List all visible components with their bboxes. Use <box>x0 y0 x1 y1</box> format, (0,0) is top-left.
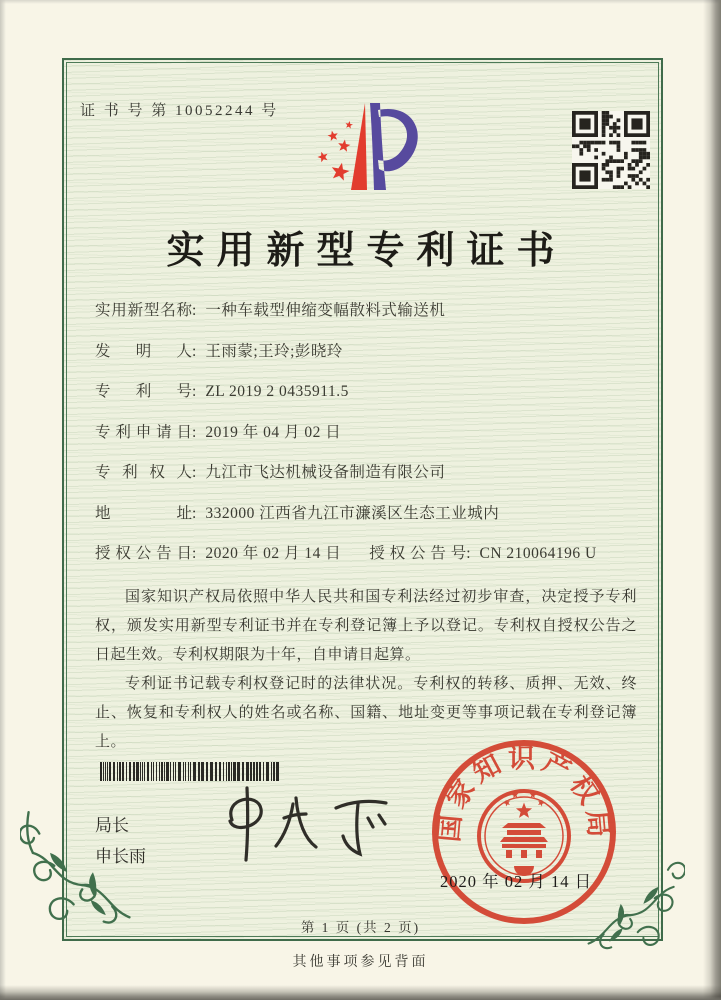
field-value: 九江市飞达机械设备制造有限公司 <box>205 464 446 481</box>
field-label: 实用新型名称 <box>95 302 192 319</box>
field-label: 专利权人 <box>95 464 192 481</box>
field-label: 地址 <box>95 504 192 522</box>
logo-star-icon <box>338 140 350 152</box>
logo-star-icon <box>318 152 328 162</box>
qr-code-icon <box>572 111 650 189</box>
seal-ring-text: 国家知识产权局 <box>433 743 615 844</box>
field-colon: : <box>192 342 197 360</box>
signer-title: 局长 <box>95 816 129 835</box>
legal-paragraph-1: 国家知识产权局依照中华人民共和国专利法经过初步审查，决定授予专利权，颁发实用新型专利证书并在专利登记簿上予以登记。专利权自授权公告之日起生效。专利权期限为十年，自申请日起算。 <box>95 589 637 663</box>
field-colon: : <box>192 383 197 400</box>
field-label: 发明人 <box>95 342 192 360</box>
field-row-name <box>95 301 640 321</box>
scan-edge-top <box>0 0 721 4</box>
svg-text:国家知识产权局 <box>434 744 614 844</box>
floral-corner-ornament <box>20 810 138 928</box>
field-colon: : <box>466 545 471 562</box>
seal-date: 2020 年 02 月 14 日 <box>440 872 593 891</box>
logo-purple-p <box>370 103 418 190</box>
legal-text <box>95 583 637 757</box>
cnipa-logo <box>293 98 441 200</box>
field-row-grant <box>95 544 640 564</box>
field-colon: : <box>192 504 197 522</box>
field-value: 一种车载型伸缩变幅散料式输送机 <box>205 302 446 319</box>
field-row-address <box>95 504 640 524</box>
logo-star-icon <box>345 121 352 129</box>
field-colon: : <box>192 545 197 562</box>
logo-star-icon <box>332 163 350 181</box>
field-colon: : <box>192 302 197 319</box>
field-colon: : <box>192 464 197 481</box>
logo-star-icon <box>328 131 338 141</box>
field-value: 王雨蒙;王玲;彭晓玲 <box>205 342 343 360</box>
scan-edge-left <box>0 0 6 1000</box>
field-list <box>95 301 640 585</box>
scan-edge-bottom <box>0 985 721 1000</box>
field-row-patent-no <box>95 382 640 402</box>
signer-name: 申长雨 <box>95 847 146 866</box>
field-label: 授权公告日 <box>95 545 192 562</box>
legal-paragraph-2: 专利证书记载专利权登记时的法律状况。专利权的转移、质押、无效、终止、恢复和专利权人的姓名或名称、国籍、地址变更等事项记载在专利登记簿上。 <box>95 676 637 750</box>
field-row-inventors <box>95 342 640 362</box>
field-colon: : <box>192 423 197 441</box>
back-note: 其他事项参见背面 <box>292 955 429 970</box>
grant-date-value: 2020 年 02 月 14 日 <box>205 545 342 562</box>
field-value: 2019 年 04 月 02 日 <box>205 423 342 441</box>
certificate-title: 实用新型专利证书 <box>166 230 567 272</box>
scan-edge-right <box>703 0 721 1000</box>
field-label: 专利申请日 <box>95 423 192 441</box>
field-label: 专利号 <box>95 383 192 400</box>
commissioner-signature <box>198 776 408 871</box>
page-number: 第 1 页 (共 2 页) <box>300 920 421 935</box>
grant-no-value: CN 210064196 U <box>479 545 597 562</box>
field-row-filing-date <box>95 423 640 443</box>
field-label: 授权公告号 <box>369 545 467 562</box>
field-row-patentee <box>95 463 640 483</box>
field-value: 332000 江西省九江市濂溪区生态工业城内 <box>205 504 500 522</box>
certificate-number: 证 书 号 第 10052244 号 <box>80 103 279 119</box>
field-value: ZL 2019 2 0435911.5 <box>205 383 349 400</box>
floral-corner-ornament <box>581 849 685 953</box>
logo-red-wedge <box>351 103 367 190</box>
